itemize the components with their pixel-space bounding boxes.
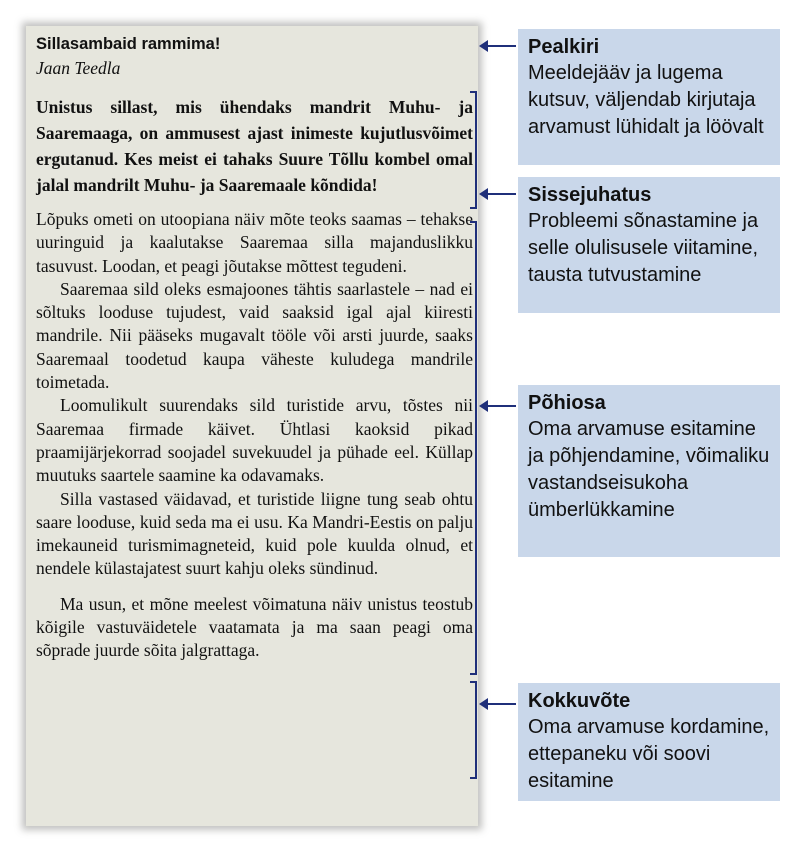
label-box-main-body — [518, 385, 780, 557]
article-intro: Unistus sillast, mis ühendaks mandrit Muhu- ja Saaremaaga, on ammusest ajast inimeste kujutlusvõimet ergutanud. Kes meist ei tahaks Suure Tõllu kombel omal jalal mandrilt Muhu- ja Saaremaale kõndida! — [36, 97, 473, 195]
body-paragraph-3: Loomulikult suurendaks sild turistide arvu, tõstes nii Saaremaa firmade käivet. Ühtlasi kaoksid pikad praamijärjekorrad soojadel suvekuudel ja pühade eel. Küllap muutuks saartele saamine ka odavamaks. — [36, 395, 473, 486]
label-conclusion-heading: Kokkuvõte — [528, 690, 631, 712]
conclusion-bracket — [470, 681, 477, 779]
main-body-arrow — [486, 405, 516, 407]
label-intro-description: Probleemi sõnastamine ja selle olulisusele viitamine, tausta tutvustamine — [528, 210, 759, 286]
arrow-head-icon — [479, 40, 488, 52]
main-body-bracket — [470, 221, 477, 675]
arrow-head-icon — [479, 188, 488, 200]
title-arrow — [486, 45, 516, 47]
conclusion-arrow — [486, 703, 516, 705]
label-main-body-description: Oma arvamuse esitamine ja põhjendamine, võimaliku vastandseisukoha ümberlükkamine — [528, 418, 770, 521]
article-card — [26, 26, 478, 826]
label-box-intro — [518, 177, 780, 313]
arrow-head-icon — [479, 698, 488, 710]
article-title: Sillasambaid rammima! — [36, 35, 221, 53]
label-title-heading: Pealkiri — [528, 36, 600, 58]
body-paragraph-4: Silla vastased väidavad, et turistide liigne tung seab ohtu saare looduse, kuid seda ma ei usu. Ka Mandri-Eestis on palju imekauneid turismimagneteid, kuid pole kuulda olnud, et nendele külastajatest suurt kahju oleks sündinud. — [36, 488, 473, 579]
label-conclusion-description: Oma arvamuse kordamine, ettepaneku või soovi esitamine — [528, 716, 770, 792]
article-content — [36, 32, 473, 663]
intro-bracket — [470, 91, 477, 209]
article-author: Jaan Teedla — [36, 58, 121, 78]
label-title-description: Meeldejääv ja lugema kutsuv, väljendab kirjutaja arvamust lühidalt ja löövalt — [528, 62, 764, 138]
body-paragraph-1: Lõpuks ometi on utoopiana näiv mõte teoks saamas – tehakse uuringuid ja kaalutakse Saaremaa silla majanduslikku tasuvust. Loodan, et peagi jõutakse mõttest tegudeni. — [36, 209, 473, 276]
intro-arrow — [486, 193, 516, 195]
label-box-conclusion — [518, 683, 780, 801]
label-intro-heading: Sissejuhatus — [528, 184, 652, 206]
arrow-head-icon — [479, 400, 488, 412]
label-main-body-heading: Põhiosa — [528, 392, 606, 414]
label-box-title — [518, 29, 780, 165]
body-paragraph-2: Saaremaa sild oleks esmajoones tähtis saarlastele – nad ei sõltuks looduse tujudest, vaid saaksid igal ajal kiiresti mandrile. Nii pääseks mugavalt tööle või arsti juurde, saaks Saaremaal toodetud kaupa väheste kuludega mandrile toimetada. — [36, 278, 473, 393]
conclusion-paragraph: Ma usun, et mõne meelest võimatuna näiv unistus teostub kõigile vastuväidetele vaatamata ja ma saan peagi oma sõprade juurde sõita jalgrattaga. — [36, 593, 473, 661]
